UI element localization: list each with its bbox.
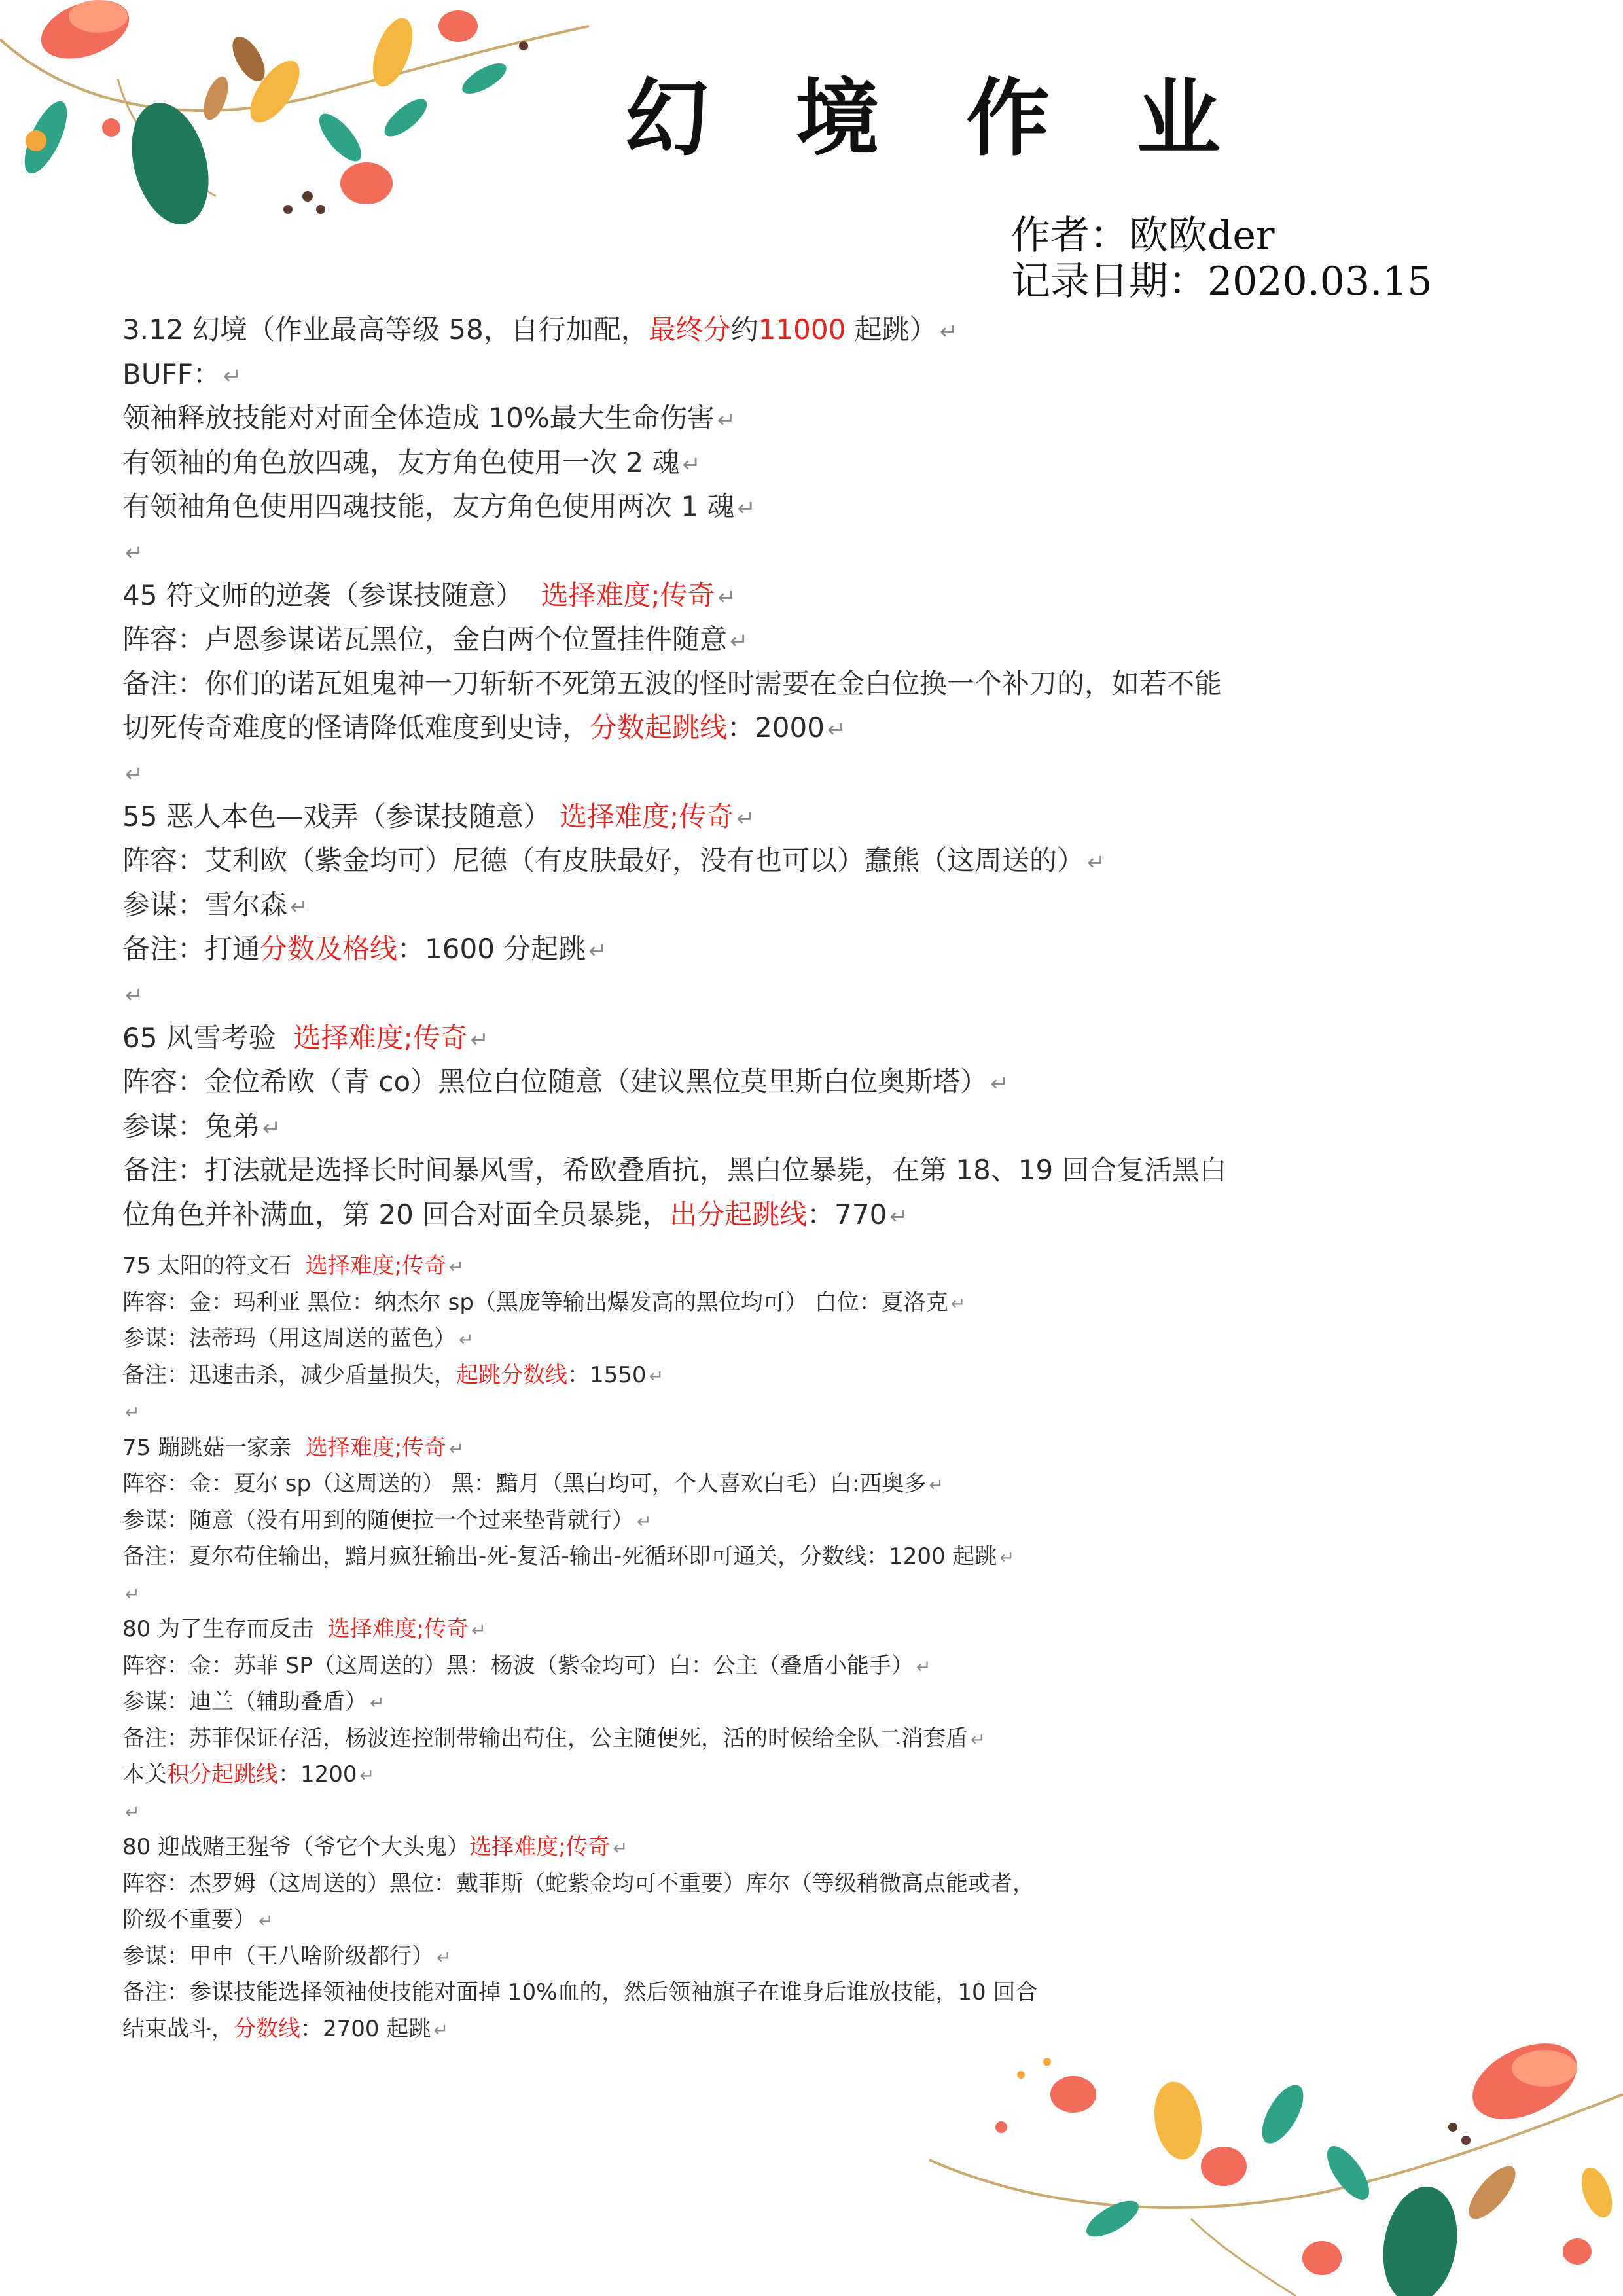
stage-65-advisor: 参谋：兔弟 ↵ [122,1109,281,1142]
author-row [1011,213,1433,259]
buff-item: 有领袖角色使用四魂技能，友方角色使用两次 1 魂 ↵ [122,490,756,523]
buff-label: BUFF： ↵ [122,357,242,390]
stage-75a-team: 阵容：金：玛利亚 黑位：纳杰尔 sp（黑庞等输出爆发高的黑位均可） 白位：夏洛克 ↵ [122,1289,966,1316]
buff-item: 领袖释放技能对对面全体造成 10%最大生命伤害 ↵ [122,402,736,435]
difficulty-label: 选择难度;传奇 [305,1434,447,1461]
stage-65-note: 备注：打法就是选择长时间暴风雪，希欧叠盾抗，黑白位暴毙，在第 18、19 回合复活黑白 [122,1154,1227,1187]
stage-75b-note: 备注：夏尔苟住输出，黯月疯狂输出-死-复活-输出-死循环即可通关，分数线：1200 起跳 ↵ [122,1543,1015,1570]
floral-decoration-top [0,0,615,236]
stage-65-note-cont: 位角色并补满血，第 20 回合对面全员暴毙，出分起跳线：770 ↵ [122,1198,908,1230]
stage-55-heading: 55 恶人本色—戏弄（参谋技随意） 选择难度;传奇 ↵ [122,800,755,833]
page-title: 幻 境 作 业 [625,70,1249,168]
empty-line: ↵ [125,761,144,787]
stage-75b-team: 阵容：金：夏尔 sp（这周送的） 黑：黯月（黑白均可，个人喜欢白毛）白:西奥多 ↵ [122,1471,944,1498]
empty-line: ↵ [125,1584,140,1605]
stage-75a-heading: 75 太阳的符文石 选择难度;传奇 ↵ [122,1253,464,1280]
stage-80b-heading: 80 迎战赌王猩爷（爷它个大头鬼）选择难度;传奇 ↵ [122,1834,628,1861]
stage-65-heading: 65 风雪考验 选择难度;传奇 ↵ [122,1021,489,1054]
stage-80a-score: 本关积分起跳线：1200 ↵ [122,1761,375,1788]
stage-80a-heading: 80 为了生存而反击 选择难度;传奇 ↵ [122,1616,486,1643]
stage-80a-note: 备注：苏菲保证存活，杨波连控制带输出苟住，公主随便死，活的时候给全队二消套盾 ↵ [122,1725,986,1751]
stage-80a-advisor: 参谋：迪兰（辅助叠盾） ↵ [122,1689,385,1715]
stage-45-team: 阵容：卢恩参谋诺瓦黑位，金白两个位置挂件随意 ↵ [122,623,749,656]
stage-45-heading: 45 符文师的逆袭（参谋技随意） 选择难度;传奇 ↵ [122,579,736,611]
empty-line: ↵ [125,982,144,1008]
date-label: 记录日期： [1011,259,1207,304]
small-sections [122,1248,1529,2047]
author-block [1011,213,1433,304]
author-name: 欧欧der [1129,213,1275,259]
stage-45-note: 备注：你们的诺瓦姐鬼神一刀斩斩不死第五波的怪时需要在金白位换一个补刀的，如若不能 [122,667,1222,700]
empty-line: ↵ [125,539,144,565]
stage-75a-note: 备注：迅速击杀，减少盾量损失，起跳分数线：1550 ↵ [122,1361,664,1388]
difficulty-label: 选择难度;传奇 [469,1834,611,1861]
author-label: 作者： [1011,213,1129,259]
difficulty-label: 选择难度;传奇 [305,1253,447,1280]
empty-line: ↵ [125,1403,140,1424]
document-body [122,308,1529,2047]
stage-80b-team-cont: 阶级不重要） ↵ [122,1907,274,1933]
stage-75b-advisor: 参谋：随意（没有用到的随便拉一个过来垫背就行） ↵ [122,1507,652,1534]
difficulty-label: 选择难度;传奇 [541,579,715,611]
stage-80b-note-cont: 结束战斗，分数线：2700 起跳 ↵ [122,2015,449,2042]
date-value: 2020.03.15 [1207,259,1433,304]
date-row [1011,259,1433,304]
stage-80b-advisor: 参谋：甲申（王八啥阶级都行） ↵ [122,1943,452,1969]
buff-item: 有领袖的角色放四魂，友方角色使用一次 2 魂 ↵ [122,446,701,478]
stage-80b-team: 阵容：杰罗姆（这周送的）黑位：戴菲斯（蛇紫金均可不重要）库尔（等级稍微高点能或者， [122,1870,1035,1897]
stage-45-note-cont: 切死传奇难度的怪请降低难度到史诗，分数起跳线：2000 ↵ [122,711,846,744]
stage-80b-note: 备注：参谋技能选择领袖使技能对面掉 10%血的，然后领袖旗子在谁身后谁放技能，10 回合 [122,1979,1038,2006]
stage-75a-advisor: 参谋：法蒂玛（用这周送的蓝色） ↵ [122,1325,474,1352]
difficulty-label: 选择难度;传奇 [327,1616,469,1643]
return-mark: ↵ [939,319,958,344]
stage-65-team: 阵容：金位希欧（青 co）黑位白位随意（建议黑位莫里斯白位奥斯塔） ↵ [122,1066,1009,1098]
difficulty-label: 选择难度;传奇 [560,800,734,833]
intro-section [122,308,1529,1236]
empty-line: ↵ [125,1802,140,1823]
stage-55-team: 阵容：艾利欧（紫金均可）尼德（有皮肤最好，没有也可以）蠢熊（这周送的） ↵ [122,844,1106,877]
stage-80a-team: 阵容：金：苏菲 SP（这周送的）黑：杨波（紫金均可）白：公主（叠盾小能手） ↵ [122,1652,931,1679]
stage-55-note: 备注：打通分数及格线：1600 分起跳 ↵ [122,933,607,965]
floral-decoration-bottom [916,2022,1623,2296]
stage-75b-heading: 75 蹦跳菇一家亲 选择难度;传奇 ↵ [122,1434,464,1461]
stage-55-advisor: 参谋：雪尔森 ↵ [122,888,309,921]
difficulty-label: 选择难度;传奇 [293,1021,468,1054]
intro-heading: 3.12 幻境（作业最高等级 58，自行加配，最终分约11000 起跳） ↵ [122,314,958,346]
